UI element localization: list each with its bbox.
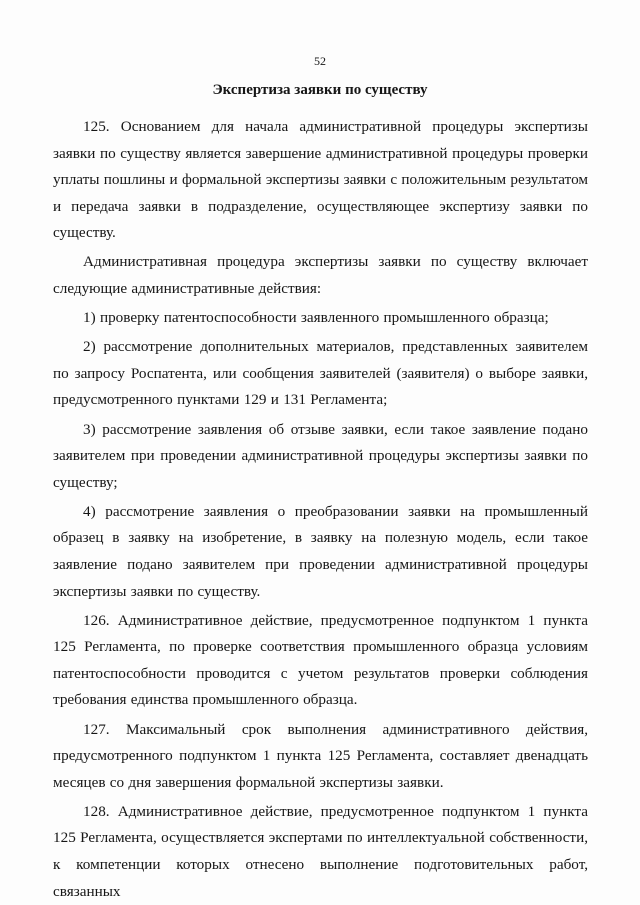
section-heading: Экспертиза заявки по существу [212, 82, 428, 98]
paragraph-125: 125. Основанием для начала административной процедуры экспертизы заявки по существу является завершение административной процедуры проверки уплаты пошлины и формальной экспертизы заявки с положительным результатом и передача заявки в подразделение, осуществляющее экспертизу заявки по существу. [53, 118, 588, 242]
paragraph-126: 126. Административное действие, предусмотренное подпунктом 1 пункта 125 Регламента, по проверке соответствия промышленного образца условиям патентоспособности проводится с учетом результатов проверки соблюдения требования единства промышленного образца. [53, 611, 588, 709]
list-item-2: 2) рассмотрение дополнительных материалов, представленных заявителем по запросу Роспатента, или сообщения заявителей (заявителя) о выборе заявки, предусмотренного пунктами 129 и 131 Регламента; [53, 338, 588, 409]
paragraph-procedure-intro: Административная процедура экспертизы заявки по существу включает следующие административные действия: [53, 253, 588, 298]
list-item-4: 4) рассмотрение заявления о преобразовании заявки на промышленный образец в заявку на изобретение, в заявку на полезную модель, если такое заявление подано заявителем при проведении административной процедуры экспертизы заявки по существу. [53, 502, 588, 600]
paragraph-128: 128. Административное действие, предусмотренное подпунктом 1 пункта 125 Регламента, осуществляется экспертами по интеллектуальной собственности, к компетенции которых отнесено выполнение подготовительных работ, связанных [53, 802, 588, 900]
paragraph-127: 127. Максимальный срок выполнения административного действия, предусмотренного подпунктом 1 пункта 125 Регламента, составляет двенадцать месяцев со дня завершения формальной экспертизы заявки. [53, 720, 588, 791]
page-number: 52 [314, 54, 326, 68]
body-text [53, 114, 588, 905]
list-item-1: 1) проверку патентоспособности заявленного промышленного образца; [83, 309, 549, 327]
list-item-3: 3) рассмотрение заявления об отзыве заявки, если такое заявление подано заявителем при проведении административной процедуры экспертизы заявки по существу; [53, 420, 588, 491]
